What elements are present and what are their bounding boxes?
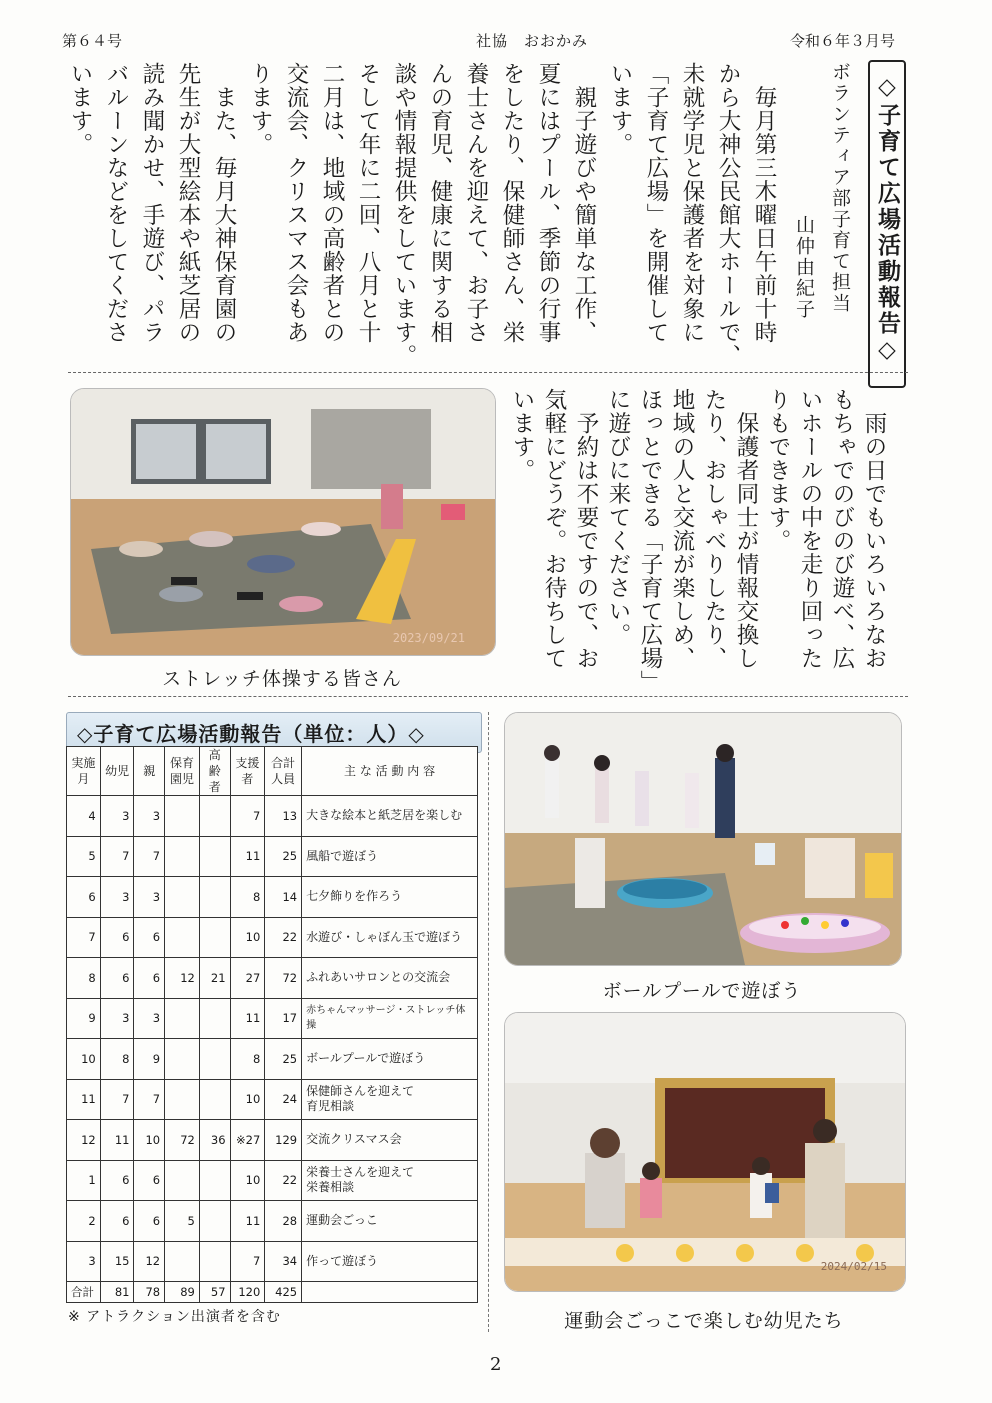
text-column: 保護者同士が情報交換し [733,388,759,670]
count-cell [199,1160,230,1201]
count-cell: 8 [230,877,265,918]
table-row [67,917,478,958]
table-row [67,796,478,837]
count-cell: 28 [265,1201,302,1242]
activity-report-table [66,746,478,1303]
total-cell: 合計 [67,1282,101,1303]
count-cell [199,796,230,837]
count-cell: 129 [265,1120,302,1161]
photo-caption-sports-day: 運動会ごっこで楽しむ幼児たち [564,1310,844,1332]
count-cell: 11 [100,1120,134,1161]
table-row [67,1160,478,1201]
count-cell: 7 [134,1079,165,1120]
count-cell: 24 [265,1079,302,1120]
photo-caption-stretch: ストレッチ体操する皆さん [162,668,402,690]
table-header-cell: 親 [134,747,165,796]
count-cell: 3 [100,796,134,837]
table-row [67,877,478,918]
text-column: バルーンなどをしてくださ [103,62,129,344]
count-cell: 13 [265,796,302,837]
count-cell: 22 [265,1160,302,1201]
divider-middle [68,696,908,697]
text-column: 予約は不要ですので、お [573,388,599,670]
activity-cell: ふれあいサロンとの交流会 [302,958,478,999]
table-header-cell: 保育 園児 [165,747,200,796]
count-cell: 12 [67,1120,101,1161]
count-cell: 11 [230,836,265,877]
text-column: また、毎月大神保育園の [211,62,237,344]
activity-cell: 保健師さんを迎えて 育児相談 [302,1079,478,1120]
table-row [67,1241,478,1282]
text-column: 養士さんを迎えて、お子さ [463,62,489,344]
table-header-cell: 実施 月 [67,747,101,796]
text-column: もちゃでのびのび遊べ、広 [829,388,855,670]
count-cell [165,836,200,877]
text-column: ります。 [247,62,273,156]
total-cell: 78 [134,1282,165,1303]
total-cell: 57 [199,1282,230,1303]
text-column: ほっとできる「子育て広場」 [637,388,663,694]
count-cell: 11 [230,998,265,1039]
count-cell [165,1079,200,1120]
count-cell: 6 [100,1201,134,1242]
table-header-cell: 支援 者 [230,747,265,796]
activity-cell: ボールプールで遊ぼう [302,1039,478,1080]
activity-cell: 大きな絵本と紙芝居を楽しむ [302,796,478,837]
count-cell: 7 [134,836,165,877]
count-cell [165,877,200,918]
text-column: 交流会、クリスマス会もあ [283,62,309,344]
count-cell: 9 [134,1039,165,1080]
count-cell: 6 [67,877,101,918]
text-column: いホールの中を走り回った [797,388,823,670]
text-column: 先生が大型絵本や紙芝居の [175,62,201,344]
text-column: 気軽にどうぞ。お待ちして [541,388,567,670]
count-cell: 15 [100,1241,134,1282]
count-cell: 11 [67,1079,101,1120]
count-cell [165,796,200,837]
issue-date: 令和６年３月号 [790,32,896,50]
count-cell [165,1160,200,1201]
count-cell [165,1241,200,1282]
photo-ball-pool [504,712,902,966]
divider-top [68,372,908,373]
text-column: 二月は、地域の高齢者との [319,62,345,344]
count-cell: 12 [165,958,200,999]
count-cell: 10 [230,1079,265,1120]
count-cell: 36 [199,1120,230,1161]
activity-cell: 赤ちゃんマッサージ・ストレッチ体操 [302,998,478,1039]
activity-cell: 風船で遊ぼう [302,836,478,877]
count-cell: 6 [134,1160,165,1201]
count-cell [165,998,200,1039]
table-row [67,1201,478,1242]
photo-caption-ball-pool: ボールプールで遊ぼう [602,980,802,1002]
divider-vertical [488,712,489,1332]
count-cell: 8 [67,958,101,999]
table-row [67,1039,478,1080]
text-column: から大神公民館大ホールで、 [715,62,741,368]
text-column: そして年に二回、八月と十 [355,62,381,344]
count-cell: 1 [67,1160,101,1201]
total-cell [302,1282,478,1303]
count-cell: 8 [230,1039,265,1080]
count-cell [199,1039,230,1080]
text-column: 地域の人と交流が楽しめ、 [669,388,695,670]
text-column: 雨の日でもいろいろなお [861,388,887,670]
count-cell: 3 [134,998,165,1039]
count-cell [199,1201,230,1242]
article-title: ◇子育て広場活動報告◇ [868,60,906,388]
count-cell: 12 [134,1241,165,1282]
text-column: 未就学児と保護者を対象に [679,62,705,344]
count-cell: 27 [230,958,265,999]
count-cell [165,1039,200,1080]
text-column: んの育児、健康に関する相 [427,62,453,344]
table-footnote: ※ アトラクション出演者を含む [68,1309,281,1325]
table-row [67,998,478,1039]
count-cell: 6 [134,1201,165,1242]
table-total-row [67,1282,478,1303]
count-cell: 72 [265,958,302,999]
count-cell: 10 [67,1039,101,1080]
activity-cell: 七夕飾りを作ろう [302,877,478,918]
issue-number: 第６４号 [62,32,123,50]
activity-cell: 運動会ごっこ [302,1201,478,1242]
count-cell: 21 [199,958,230,999]
count-cell: 25 [265,1039,302,1080]
text-column: たり、おしゃべりしたり、 [701,388,727,670]
count-cell: 2 [67,1201,101,1242]
article-body-middle [509,388,890,694]
table-row [67,958,478,999]
count-cell: 4 [67,796,101,837]
text-column: います。 [607,62,633,156]
table-header-cell: 幼児 [100,747,134,796]
count-cell [199,877,230,918]
count-cell: 6 [134,958,165,999]
count-cell: 10 [134,1120,165,1161]
page-number: 2 [490,1354,502,1375]
text-column: りもできます。 [765,388,791,553]
author-dept: ボランティア部子育て担当 [829,62,851,314]
count-cell: 5 [165,1201,200,1242]
activity-cell: 作って遊ぼう [302,1241,478,1282]
count-cell [165,917,200,958]
text-column: に遊びに来てください。 [605,388,631,647]
count-cell: 9 [67,998,101,1039]
photo-sports-day [504,1012,906,1292]
count-cell: 14 [265,877,302,918]
count-cell: 34 [265,1241,302,1282]
activity-cell: 水遊び・しゃぼん玉で遊ぼう [302,917,478,958]
text-column: 親子遊びや簡単な工作、 [571,62,597,344]
table-header-cell: 主 な 活 動 内 容 [302,747,478,796]
count-cell: 6 [134,917,165,958]
activity-cell: 栄養士さんを迎えて 栄養相談 [302,1160,478,1201]
count-cell: 7 [230,1241,265,1282]
author-name: 山仲由紀子 [793,215,815,320]
table-header-cell: 合計 人員 [265,747,302,796]
text-column: います。 [67,62,93,156]
count-cell [199,1079,230,1120]
count-cell: 5 [67,836,101,877]
count-cell: 6 [100,1160,134,1201]
count-cell: 6 [100,958,134,999]
count-cell: 72 [165,1120,200,1161]
article-body-top [60,62,782,392]
count-cell: 3 [100,877,134,918]
count-cell: 22 [265,917,302,958]
count-cell: 3 [134,796,165,837]
count-cell: 10 [230,917,265,958]
total-cell: 89 [165,1282,200,1303]
text-column: 夏にはプール、季節の行事 [535,62,561,344]
organization-name: 社協 おおかみ [476,32,589,50]
count-cell: ※27 [230,1120,265,1161]
photo-date-stamp-2: 2024/02/15 [820,1260,887,1273]
count-cell: 10 [230,1160,265,1201]
text-column: 毎月第三木曜日午前十時 [751,62,777,344]
text-column: 読み聞かせ、手遊び、パラ [139,62,165,344]
count-cell: 11 [230,1201,265,1242]
count-cell: 7 [100,836,134,877]
text-column: 談や情報提供をしています。 [391,62,417,368]
count-cell: 8 [100,1039,134,1080]
table-title: ◇子育て広場活動報告（単位：人）◇ [66,712,482,753]
count-cell: 7 [230,796,265,837]
text-column: をしたり、保健師さん、栄 [499,62,525,344]
photo-stretch [70,388,496,656]
photo-date-stamp: 2023/09/21 [392,631,465,645]
count-cell: 3 [134,877,165,918]
count-cell: 6 [100,917,134,958]
count-cell: 7 [100,1079,134,1120]
count-cell: 7 [67,917,101,958]
count-cell [199,836,230,877]
total-cell: 425 [265,1282,302,1303]
total-cell: 120 [230,1282,265,1303]
text-column: います。 [509,388,535,482]
count-cell: 3 [67,1241,101,1282]
count-cell: 3 [100,998,134,1039]
table-header-cell: 高齢 者 [199,747,230,796]
activity-cell: 交流クリスマス会 [302,1120,478,1161]
table-row [67,1120,478,1161]
count-cell: 25 [265,836,302,877]
count-cell [199,998,230,1039]
table-row [67,836,478,877]
table-row [67,1079,478,1120]
count-cell [199,917,230,958]
count-cell: 17 [265,998,302,1039]
text-column: 「子育て広場」を開催して [643,62,669,344]
total-cell: 81 [100,1282,134,1303]
count-cell [199,1241,230,1282]
